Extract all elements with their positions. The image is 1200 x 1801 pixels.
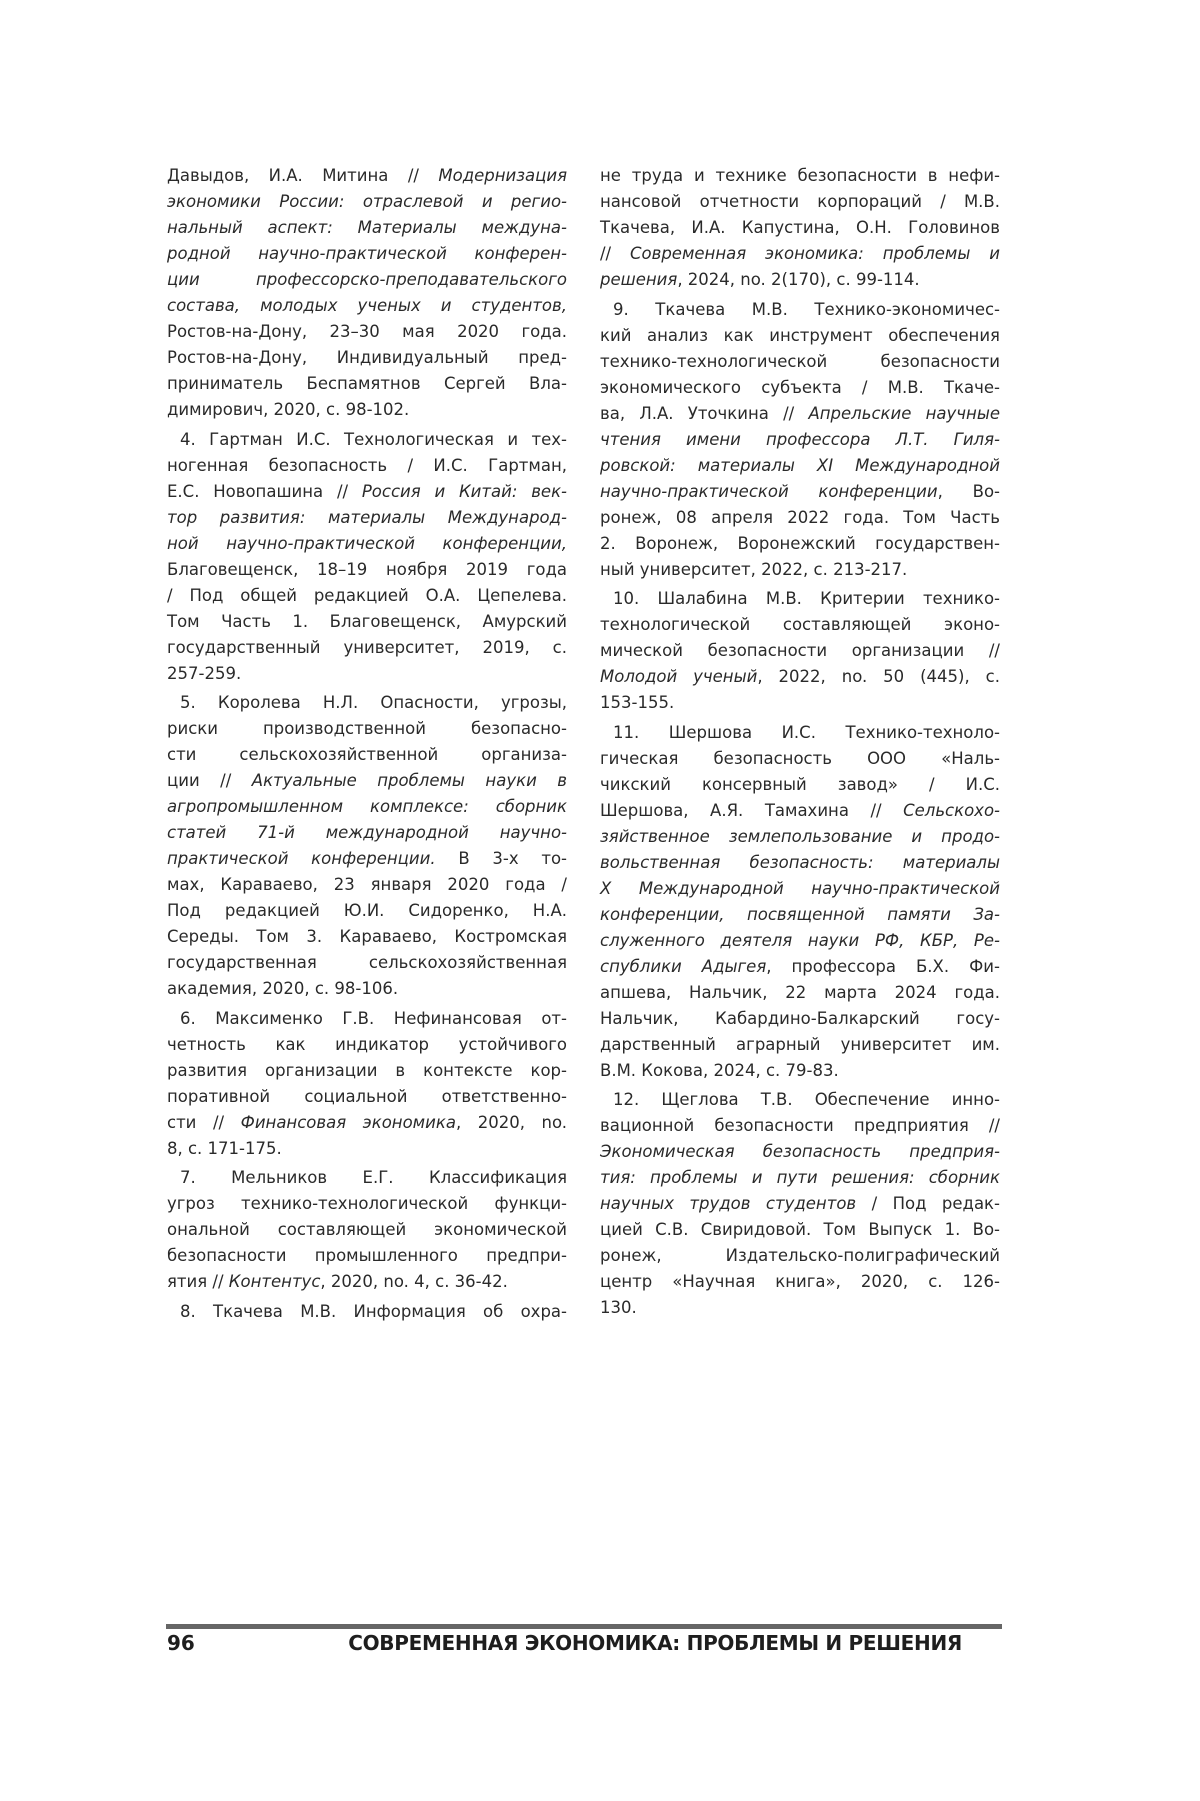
reference-line [167,293,567,319]
reference-line [600,241,1000,267]
reference-text: Том Часть 1. Благовещенск, Амурский [167,611,567,631]
reference-text: риски производственной безопасно- [167,719,567,738]
reference-text: Нальчик, Кабардино-Балкарский госу- [600,1008,1000,1028]
reference-line [167,531,567,557]
reference-line [167,661,567,687]
reference-source-title: практической конференции. [167,849,436,868]
reference-text: , 2020, no. 4, с. 36-42. [320,1272,508,1291]
reference-text: четность как индикатор устойчивого [167,1034,567,1054]
reference-text: ронеж, Издательско-полиграфический [600,1246,1000,1265]
reference-source-title: зяйственное землепользование и продо- [600,826,1000,846]
reference-line [600,375,1000,401]
reference-text: / Под общей редакцией О.А. Цепелева. [167,585,567,605]
reference-line [167,1110,567,1136]
reference-text: 8. Ткачева М.В. Информация об охра- [180,1301,567,1321]
reference-line [600,479,1000,505]
reference-source-title: ной научно-практической конференции, [167,533,567,553]
reference-line [600,1006,1000,1032]
reference-line [600,746,1000,772]
reference-line [167,1299,567,1325]
reference-text: 8, с. 171-175. [167,1138,282,1158]
reference-text: Ростов-на-Дону, 23–30 мая 2020 года. [167,322,567,341]
reference-text: В.М. Кокова, 2024, с. 79-83. [600,1060,839,1080]
reference-line [167,1191,567,1217]
reference-text: 6. Максименко Г.В. Нефинансовая от- [180,1008,567,1028]
reference-source-title: Экономическая безопасность предприя- [600,1142,1000,1161]
reference-line [167,924,567,950]
reference-text: экономического субъекта / М.В. Ткаче- [600,377,1000,397]
reference-line [600,349,1000,375]
reference-text: развития организации в контексте кор- [167,1060,567,1080]
reference-line [167,163,567,189]
reference-text: Давыдов, И.А. Митина // [167,166,439,185]
reference-text: безопасности промышленного предпри- [167,1246,567,1265]
reference-line [600,690,1000,716]
reference-line [600,427,1000,453]
reference-text: угроз технико-технологической функци- [167,1194,567,1213]
reference-line [600,1139,1000,1165]
reference-source-title: агропромышленном комплексе: сборник [167,797,567,816]
reference-line [600,557,1000,583]
reference-source-title: тия: проблемы и пути решения: сборник [600,1168,1000,1187]
reference-line [600,1165,1000,1191]
reference-line [600,531,1000,557]
reference-line [167,898,567,924]
reference-source-title: конференции, посвященной памяти За- [600,904,1000,924]
reference-line [167,505,567,531]
reference-line [167,742,567,768]
reference-line [600,1295,1000,1321]
reference-text: не труда и технике безопасности в нефи- [600,166,1000,185]
reference-text: мической безопасности организации // [600,641,1000,660]
reference-line [600,1032,1000,1058]
reference-line [600,586,1000,612]
reference-text: 11. Шершова И.С. Технико-техноло- [613,722,1000,742]
reference-text: 4. Гартман И.С. Технологическая и тех- [180,429,567,449]
reference-line [167,820,567,846]
reference-source-title: Модернизация [438,166,567,185]
reference-text: 10. Шалабина М.В. Критерии технико- [613,589,1000,608]
footer-divider [166,1624,1002,1629]
reference-source-title: спублики Адыгея [600,956,767,976]
reference-source-title: Актуальные проблемы науки в [251,771,567,790]
reference-line [167,1136,567,1162]
reference-line [167,1217,567,1243]
reference-source-title: Современная экономика: проблемы и [629,244,1000,263]
reference-line [600,612,1000,638]
reference-line [600,798,1000,824]
reference-source-title: Молодой ученый [600,667,758,686]
reference-line [167,1032,567,1058]
reference-line [167,1269,567,1295]
reference-line [167,453,567,479]
reference-line [167,189,567,215]
reference-entry [167,1165,567,1295]
reference-text: центр «Научная книга», 2020, с. 126- [600,1272,1000,1291]
reference-line [600,1191,1000,1217]
reference-text: ональной составляющей экономической [167,1220,567,1239]
reference-entry [167,1006,567,1162]
reference-line [167,371,567,397]
reference-source-title: ровской: материалы XI Международной [600,455,1000,475]
reference-line [600,980,1000,1006]
reference-line [600,664,1000,690]
reference-line [167,794,567,820]
reference-line [600,1269,1000,1295]
reference-line [600,215,1000,241]
reference-source-title: ции профессорско-преподавательского [167,270,567,289]
running-footer-journal-title: СОВРЕМЕННАЯ ЭКОНОМИКА: ПРОБЛЕМЫ И РЕШЕНИЯ [348,1631,962,1655]
reference-text: / Под редак- [856,1194,1000,1213]
reference-text: ции // [167,771,252,790]
reference-line [167,215,567,241]
reference-text: мах, Караваево, 23 января 2020 года / [167,875,567,894]
reference-line [600,850,1000,876]
reference-text: 2. Воронеж, Воронежский государствен- [600,533,1000,553]
reference-source-title: X Международной научно-практической [600,878,1000,898]
reference-line [600,189,1000,215]
reference-source-title: Россия и Китай: век- [361,481,567,501]
reference-line [167,345,567,371]
reference-text: Ткачева, И.А. Капустина, О.Н. Головинов [600,218,1000,237]
reference-line [167,1084,567,1110]
reference-line [167,976,567,1002]
reference-source-title: решения [600,270,678,289]
reference-text: приниматель Беспамятнов Сергей Вла- [167,374,567,393]
reference-text: 130. [600,1298,637,1317]
reference-text: технологической составляющей эконо- [600,615,1000,634]
reference-line [167,1243,567,1269]
reference-text: дарственный аграрный университет им. [600,1034,1000,1054]
reference-line [167,427,567,453]
reference-line [167,609,567,635]
reference-entry [167,1299,567,1325]
reference-text: кий анализ как инструмент обеспечения [600,325,1000,345]
reference-source-title: тор развития: материалы Международ- [167,507,567,527]
reference-text: ногенная безопасность / И.С. Гартман, [167,455,567,475]
reference-line [167,241,567,267]
reference-line [600,902,1000,928]
reference-text: поративной социальной ответственно- [167,1086,567,1106]
reference-source-title: экономики России: отраслевой и регио- [167,192,567,211]
reference-entry [600,297,1000,583]
reference-text: ронеж, 08 апреля 2022 года. Том Часть [600,507,1000,527]
reference-source-title: состава, молодых ученых и студентов, [167,296,567,315]
reference-line [600,928,1000,954]
reference-line [600,954,1000,980]
reference-text: Е.С. Новопашина // [167,481,362,501]
reference-line [167,1006,567,1032]
page-number: 96 [167,1631,195,1655]
reference-text: сти сельскохозяйственной организа- [167,745,567,764]
reference-text: сти // [167,1112,241,1132]
reference-line [167,768,567,794]
reference-text: 9. Ткачева М.В. Технико-экономичес- [613,299,1000,319]
reference-text: димирович, 2020, с. 98-102. [167,400,410,419]
reference-text: , 2024, no. 2(170), с. 99-114. [677,270,920,289]
reference-line [167,635,567,661]
reference-entry [167,163,567,423]
reference-source-title: чтения имени профессора Л.Т. Гиля- [600,429,1000,449]
reference-source-title: Сельскохо- [903,800,1000,820]
reference-text: академия, 2020, с. 98-106. [167,979,399,998]
reference-line [600,1113,1000,1139]
reference-text: вационной безопасности предприятия // [600,1116,1000,1135]
reference-line [600,401,1000,427]
reference-text: ятия // [167,1272,229,1291]
reference-text: ва, Л.А. Уточкина // [600,403,809,423]
reference-line [167,267,567,293]
reference-text: , Во- [937,481,1001,501]
reference-entry [600,586,1000,716]
reference-line [600,323,1000,349]
reference-line [600,1087,1000,1113]
reference-line [167,479,567,505]
reference-text: чикский консервный завод» / И.С. [600,774,1000,794]
reference-line [600,720,1000,746]
reference-line [167,583,567,609]
reference-text: Середы. Том 3. Караваево, Костромская [167,927,567,946]
reference-entry [600,163,1000,293]
reference-line [600,297,1000,323]
reference-text: нансовой отчетности корпораций / М.В. [600,192,1000,211]
reference-text: Под редакцией Ю.И. Сидоренко, Н.А. [167,901,567,920]
reference-line [600,876,1000,902]
reference-text: апшева, Нальчик, 22 марта 2024 года. [600,982,1000,1002]
reference-column-left [167,163,567,1325]
reference-entry [167,427,567,687]
reference-text: Шершова, А.Я. Тамахина // [600,800,904,820]
reference-line [600,163,1000,189]
reference-line [167,872,567,898]
reference-source-title: научных трудов студентов [600,1194,857,1213]
reference-line [600,1058,1000,1084]
reference-source-title: служенного деятеля науки РФ, КБР, Ре- [600,930,1000,950]
reference-source-title: Апрельские научные [808,403,1000,423]
reference-entry [167,690,567,1002]
reference-text: , профессора Б.Х. Фи- [766,956,1000,976]
reference-line [600,1217,1000,1243]
reference-entry [600,720,1000,1084]
reference-line [600,505,1000,531]
reference-text: гическая безопасность ООО «Наль- [600,748,1000,768]
reference-text: // [600,244,630,263]
reference-source-title: родной научно-практической конферен- [167,244,567,263]
reference-source-title: Контентус [228,1272,321,1291]
reference-text: 5. Королева Н.Л. Опасности, угрозы, [180,693,567,712]
reference-text: технико-технологической безопасности [600,351,1000,371]
reference-line [167,690,567,716]
reference-text: , 2022, no. 50 (445), с. [757,667,1000,686]
reference-text: , 2020, no. [455,1112,567,1132]
reference-text: цией С.В. Свиридовой. Том Выпуск 1. Во- [600,1220,1000,1239]
reference-entry [600,1087,1000,1321]
reference-text: Ростов-на-Дону, Индивидуальный пред- [167,348,567,367]
reference-source-title: научно-практической конференции [600,481,938,501]
reference-line [600,824,1000,850]
reference-line [167,1058,567,1084]
reference-line [600,267,1000,293]
reference-text: государственный университет, 2019, с. [167,637,567,657]
reference-source-title: статей 71-й международной научно- [167,823,567,842]
reference-source-title: Финансовая экономика [240,1112,456,1132]
reference-column-right [600,163,1000,1321]
reference-line [167,397,567,423]
reference-line [167,950,567,976]
reference-line [167,557,567,583]
reference-text: ный университет, 2022, с. 213-217. [600,559,908,579]
reference-source-title: вольственная безопасность: материалы [600,852,1000,872]
reference-text: Благовещенск, 18–19 ноября 2019 года [167,559,567,579]
reference-source-title: нальный аспект: Материалы междуна- [167,218,567,237]
reference-line [167,716,567,742]
reference-text: 12. Щеглова Т.В. Обеспечение инно- [613,1090,1000,1109]
reference-line [600,772,1000,798]
reference-line [167,1165,567,1191]
reference-text: государственная сельскохозяйственная [167,953,567,972]
reference-line [600,1243,1000,1269]
reference-line [600,453,1000,479]
reference-line [600,638,1000,664]
reference-text: 257-259. [167,663,242,683]
reference-text: 7. Мельников Е.Г. Классификация [180,1168,567,1187]
reference-line [167,319,567,345]
reference-line [167,846,567,872]
reference-text: В 3-х то- [435,849,567,868]
reference-text: 153-155. [600,693,675,712]
